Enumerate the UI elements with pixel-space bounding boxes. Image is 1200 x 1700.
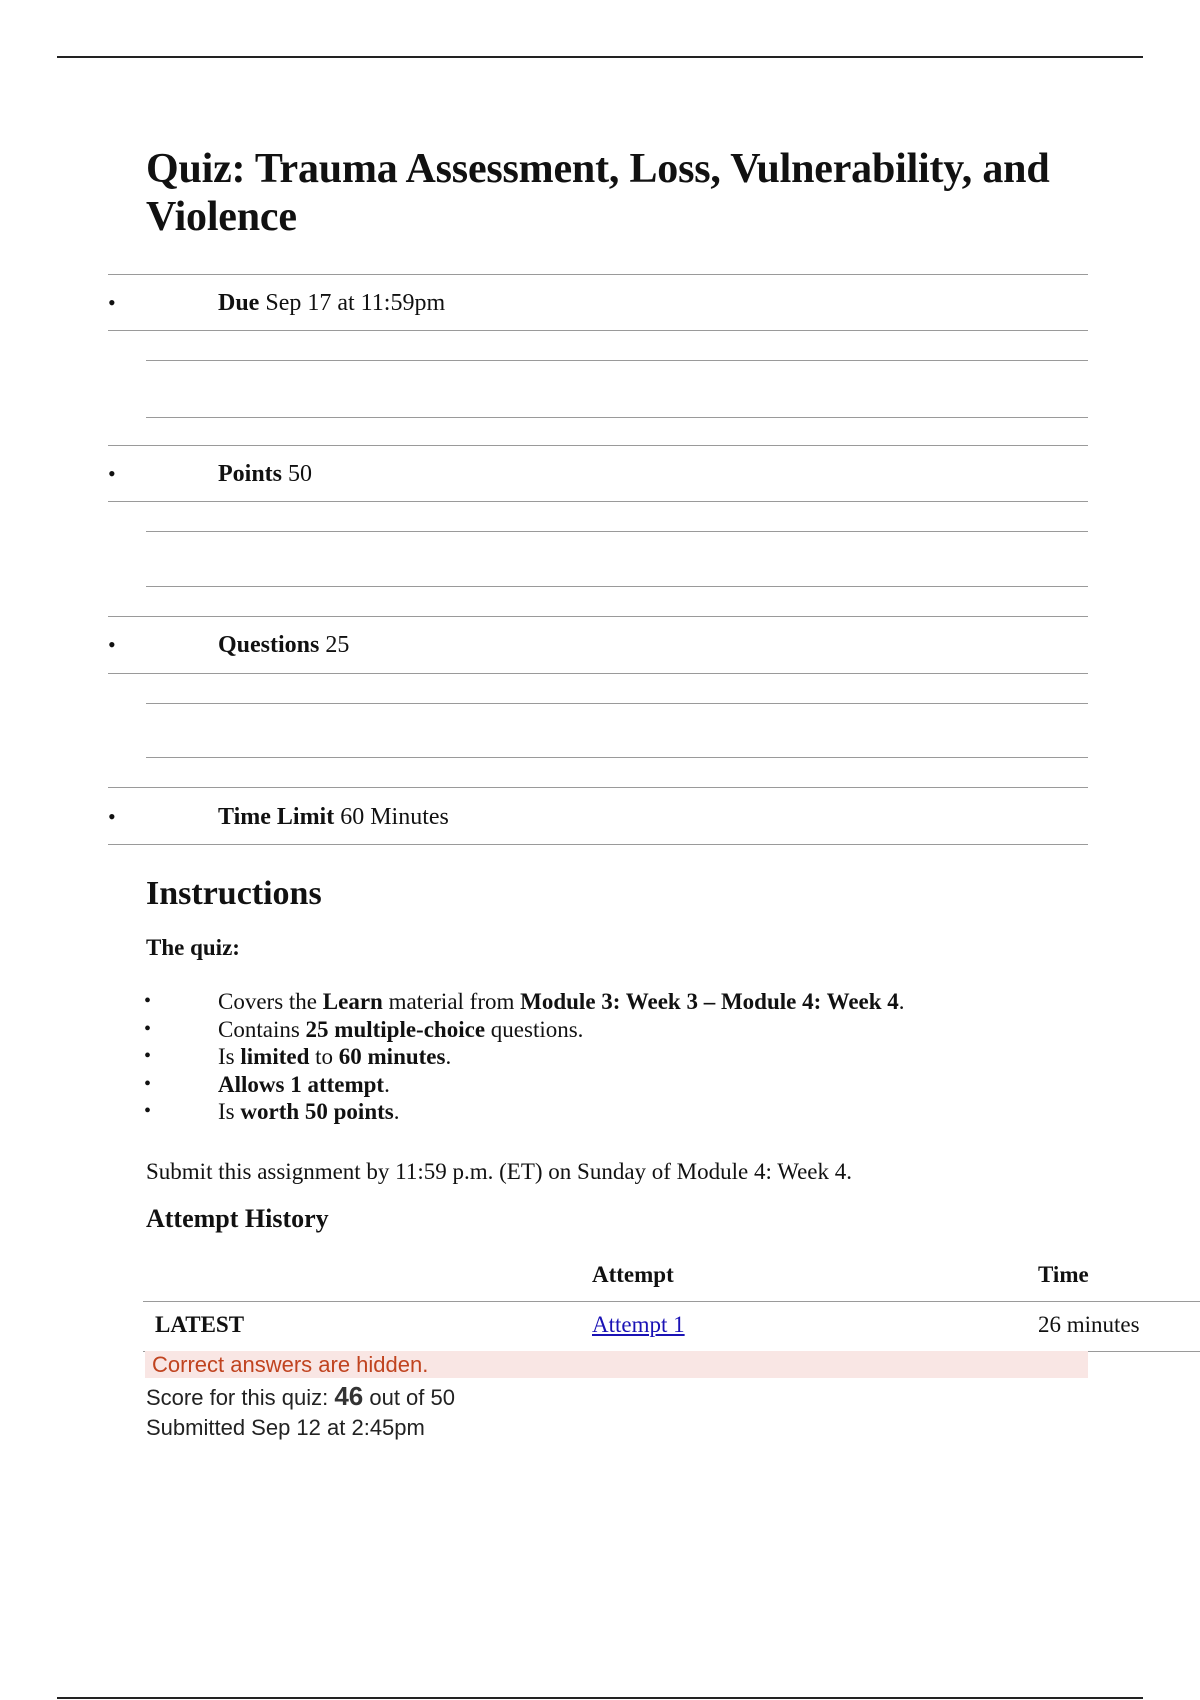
column-header-attempt: Attempt	[592, 1262, 674, 1287]
attempt-time: 26 minutes	[1038, 1312, 1140, 1337]
instructions-list	[146, 988, 905, 1126]
score-value: 46	[334, 1381, 364, 1411]
instructions-lead: The quiz:	[146, 935, 240, 960]
divider	[108, 330, 1088, 331]
detail-label: Points	[218, 461, 283, 487]
detail-value: 60 Minutes	[340, 804, 449, 830]
bullet-icon: •	[108, 461, 116, 486]
divider	[146, 531, 1088, 532]
divider	[146, 703, 1088, 704]
detail-value: 25	[325, 632, 350, 658]
list-item: • Is limited to 60 minutes.	[144, 1044, 452, 1069]
column-header-time: Time	[1038, 1262, 1089, 1287]
attempt-history-heading: Attempt History	[146, 1204, 329, 1233]
divider	[108, 445, 1088, 446]
page-bottom-rule	[57, 1697, 1143, 1699]
bullet-icon: •	[144, 1072, 152, 1095]
bullet-icon: •	[144, 990, 152, 1012]
divider	[146, 757, 1088, 758]
divider	[108, 274, 1088, 275]
page-top-rule	[57, 56, 1143, 58]
divider	[146, 360, 1088, 361]
submitted-timestamp: Submitted Sep 12 at 2:45pm	[146, 1415, 425, 1440]
correct-answers-hidden-notice: Correct answers are hidden.	[145, 1351, 1088, 1378]
table-divider	[143, 1301, 1200, 1302]
divider	[108, 501, 1088, 502]
list-item: • Contains 25 multiple-choice questions.	[144, 1016, 584, 1042]
list-item: • Allows 1 attempt.	[144, 1071, 390, 1097]
quiz-score: Score for this quiz: 46 out of 50	[146, 1381, 455, 1411]
bullet-icon: •	[108, 290, 116, 315]
divider	[108, 787, 1088, 788]
detail-label: Questions	[218, 632, 320, 658]
detail-value: Sep 17 at 11:59pm	[265, 290, 446, 316]
page-title: Quiz: Trauma Assessment, Loss, Vulnerability, and Violence	[146, 146, 1050, 240]
instructions-heading: Instructions	[146, 875, 322, 912]
attempt-1-link[interactable]: Attempt 1	[592, 1312, 685, 1337]
detail-value: 50	[288, 461, 313, 487]
list-item: • Is worth 50 points.	[144, 1099, 400, 1124]
divider	[108, 844, 1088, 845]
submit-note: Submit this assignment by 11:59 p.m. (ET) on Sunday of Module 4: Week 4.	[146, 1159, 852, 1184]
list-item: • Covers the Learn material from Module 3: Week 3 – Module 4: Week 4.	[144, 989, 905, 1014]
bullet-icon: •	[108, 632, 116, 657]
divider	[108, 616, 1088, 617]
bullet-icon: •	[144, 1017, 152, 1040]
bullet-icon: •	[144, 1100, 152, 1122]
divider	[146, 586, 1088, 587]
divider	[146, 417, 1088, 418]
bullet-icon: •	[144, 1045, 152, 1067]
detail-label: Due	[218, 290, 260, 316]
divider	[108, 673, 1088, 674]
attempt-status-badge: LATEST	[155, 1312, 245, 1337]
detail-label: Time Limit	[218, 804, 335, 830]
bullet-icon: •	[108, 804, 116, 829]
